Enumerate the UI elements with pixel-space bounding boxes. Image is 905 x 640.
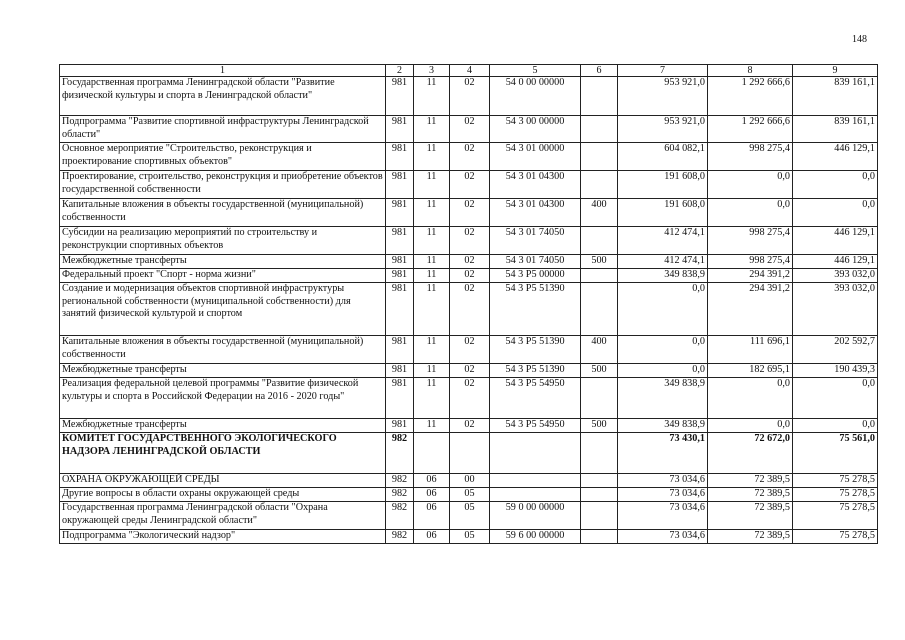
amount-col-9: 0,0	[793, 419, 878, 433]
expense-type-code	[581, 227, 618, 255]
ministry-code: 981	[386, 269, 414, 283]
amount-col-9: 202 592,7	[793, 336, 878, 364]
table-row	[60, 364, 878, 378]
expense-type-code: 500	[581, 419, 618, 433]
amount-col-9: 75 278,5	[793, 530, 878, 544]
budget-table	[59, 64, 878, 544]
amount-col-8: 72 672,0	[708, 433, 793, 474]
column-number: 4	[450, 65, 490, 77]
amount-col-8: 0,0	[708, 378, 793, 419]
section-code: 11	[414, 143, 450, 171]
column-number: 7	[618, 65, 708, 77]
ministry-code: 981	[386, 77, 414, 116]
subsection-code: 02	[450, 336, 490, 364]
table-row	[60, 227, 878, 255]
row-name: Создание и модернизация объектов спортивной инфраструктуры региональной собственности (муниципальной собственности) для занятий физической культурой и спортом	[60, 283, 386, 336]
expense-type-code: 400	[581, 199, 618, 227]
expense-type-code	[581, 269, 618, 283]
amount-col-7: 349 838,9	[618, 419, 708, 433]
amount-col-9: 839 161,1	[793, 77, 878, 116]
amount-col-8: 0,0	[708, 199, 793, 227]
section-code: 11	[414, 364, 450, 378]
subsection-code: 02	[450, 227, 490, 255]
amount-col-8: 182 695,1	[708, 364, 793, 378]
amount-col-8: 72 389,5	[708, 530, 793, 544]
section-code	[414, 433, 450, 474]
section-code: 11	[414, 269, 450, 283]
ministry-code: 981	[386, 419, 414, 433]
amount-col-7: 73 034,6	[618, 530, 708, 544]
amount-col-8: 998 275,4	[708, 255, 793, 269]
column-number: 9	[793, 65, 878, 77]
column-number: 6	[581, 65, 618, 77]
amount-col-8: 72 389,5	[708, 474, 793, 488]
section-code: 06	[414, 488, 450, 502]
column-number: 3	[414, 65, 450, 77]
amount-col-9: 0,0	[793, 378, 878, 419]
section-code: 11	[414, 227, 450, 255]
ministry-code: 982	[386, 488, 414, 502]
table-row	[60, 419, 878, 433]
table-row	[60, 502, 878, 530]
amount-col-8: 0,0	[708, 419, 793, 433]
amount-col-7: 73 034,6	[618, 474, 708, 488]
target-article-code: 54 3 01 04300	[490, 199, 581, 227]
page-number: 148	[852, 34, 867, 45]
table-row	[60, 77, 878, 116]
expense-type-code	[581, 474, 618, 488]
amount-col-8: 72 389,5	[708, 488, 793, 502]
amount-col-7: 349 838,9	[618, 269, 708, 283]
ministry-code: 981	[386, 255, 414, 269]
amount-col-7: 349 838,9	[618, 378, 708, 419]
amount-col-9: 0,0	[793, 171, 878, 199]
table-row	[60, 143, 878, 171]
row-name: КОМИТЕТ ГОСУДАРСТВЕННОГО ЭКОЛОГИЧЕСКОГО НАДЗОРА ЛЕНИНГРАДСКОЙ ОБЛАСТИ	[60, 433, 386, 474]
subsection-code: 02	[450, 269, 490, 283]
row-name: Капитальные вложения в объекты государственной (муниципальной) собственности	[60, 199, 386, 227]
row-name: Государственная программа Ленинградской области "Охрана окружающей среды Ленинградской области"	[60, 502, 386, 530]
table-row	[60, 530, 878, 544]
ministry-code: 982	[386, 530, 414, 544]
expense-type-code	[581, 530, 618, 544]
subsection-code: 02	[450, 283, 490, 336]
subsection-code: 02	[450, 199, 490, 227]
subsection-code: 05	[450, 502, 490, 530]
ministry-code: 982	[386, 474, 414, 488]
ministry-code: 981	[386, 283, 414, 336]
amount-col-8: 294 391,2	[708, 283, 793, 336]
subsection-code: 02	[450, 143, 490, 171]
table-row	[60, 269, 878, 283]
expense-type-code	[581, 116, 618, 143]
target-article-code: 54 3 P5 51390	[490, 283, 581, 336]
amount-col-7: 73 034,6	[618, 488, 708, 502]
column-number: 1	[60, 65, 386, 77]
table-row	[60, 199, 878, 227]
section-code: 11	[414, 116, 450, 143]
expense-type-code	[581, 378, 618, 419]
row-name: Межбюджетные трансферты	[60, 419, 386, 433]
subsection-code: 05	[450, 488, 490, 502]
amount-col-7: 0,0	[618, 283, 708, 336]
amount-col-9: 75 278,5	[793, 502, 878, 530]
expense-type-code	[581, 433, 618, 474]
target-article-code: 59 6 00 00000	[490, 530, 581, 544]
amount-col-8: 1 292 666,6	[708, 77, 793, 116]
section-code: 11	[414, 171, 450, 199]
table-row	[60, 474, 878, 488]
table-row	[60, 488, 878, 502]
expense-type-code: 500	[581, 364, 618, 378]
amount-col-8: 72 389,5	[708, 502, 793, 530]
amount-col-7: 953 921,0	[618, 77, 708, 116]
ministry-code: 981	[386, 336, 414, 364]
ministry-code: 981	[386, 364, 414, 378]
target-article-code: 54 0 00 00000	[490, 77, 581, 116]
section-code: 06	[414, 530, 450, 544]
amount-col-7: 953 921,0	[618, 116, 708, 143]
amount-col-7: 191 608,0	[618, 171, 708, 199]
section-code: 11	[414, 283, 450, 336]
amount-col-8: 1 292 666,6	[708, 116, 793, 143]
expense-type-code: 400	[581, 336, 618, 364]
amount-col-9: 75 561,0	[793, 433, 878, 474]
target-article-code: 54 3 00 00000	[490, 116, 581, 143]
amount-col-7: 412 474,1	[618, 255, 708, 269]
row-name: Подпрограмма "Экологический надзор"	[60, 530, 386, 544]
subsection-code: 05	[450, 530, 490, 544]
section-code: 11	[414, 199, 450, 227]
ministry-code: 981	[386, 199, 414, 227]
subsection-code: 02	[450, 255, 490, 269]
column-number: 2	[386, 65, 414, 77]
ministry-code: 981	[386, 378, 414, 419]
table-row	[60, 378, 878, 419]
target-article-code: 54 3 P5 54950	[490, 419, 581, 433]
amount-col-7: 0,0	[618, 336, 708, 364]
amount-col-7: 604 082,1	[618, 143, 708, 171]
table-row	[60, 283, 878, 336]
row-name: Государственная программа Ленинградской области "Развитие физической культуры и спорта в Ленинградской области"	[60, 77, 386, 116]
ministry-code: 982	[386, 502, 414, 530]
amount-col-8: 998 275,4	[708, 227, 793, 255]
expense-type-code	[581, 77, 618, 116]
row-name: Межбюджетные трансферты	[60, 364, 386, 378]
amount-col-9: 0,0	[793, 199, 878, 227]
ministry-code: 981	[386, 171, 414, 199]
ministry-code: 981	[386, 227, 414, 255]
target-article-code: 54 3 01 00000	[490, 143, 581, 171]
subsection-code: 02	[450, 378, 490, 419]
target-article-code: 54 3 P5 51390	[490, 364, 581, 378]
subsection-code: 02	[450, 364, 490, 378]
target-article-code	[490, 433, 581, 474]
row-name: Реализация федеральной целевой программы "Развитие физической культуры и спорта в Российской Федерации на 2016 - 2020 годы"	[60, 378, 386, 419]
amount-col-9: 393 032,0	[793, 283, 878, 336]
target-article-code: 59 0 00 00000	[490, 502, 581, 530]
subsection-code: 02	[450, 77, 490, 116]
row-name: ОХРАНА ОКРУЖАЮЩЕЙ СРЕДЫ	[60, 474, 386, 488]
section-code: 06	[414, 502, 450, 530]
subsection-code: 02	[450, 116, 490, 143]
row-name: Межбюджетные трансферты	[60, 255, 386, 269]
ministry-code: 981	[386, 116, 414, 143]
row-name: Другие вопросы в области охраны окружающей среды	[60, 488, 386, 502]
section-code: 11	[414, 419, 450, 433]
target-article-code	[490, 488, 581, 502]
row-name: Проектирование, строительство, реконструкция и приобретение объектов государственной собственности	[60, 171, 386, 199]
amount-col-8: 998 275,4	[708, 143, 793, 171]
amount-col-9: 393 032,0	[793, 269, 878, 283]
section-code: 11	[414, 378, 450, 419]
amount-col-9: 446 129,1	[793, 227, 878, 255]
expense-type-code	[581, 283, 618, 336]
row-name: Капитальные вложения в объекты государственной (муниципальной) собственности	[60, 336, 386, 364]
amount-col-8: 0,0	[708, 171, 793, 199]
target-article-code: 54 3 P5 54950	[490, 378, 581, 419]
row-name: Подпрограмма "Развитие спортивной инфраструктуры Ленинградской области"	[60, 116, 386, 143]
amount-col-9: 75 278,5	[793, 474, 878, 488]
row-name: Федеральный проект "Спорт - норма жизни"	[60, 269, 386, 283]
row-name: Субсидии на реализацию мероприятий по строительству и реконструкции спортивных объектов	[60, 227, 386, 255]
expense-type-code: 500	[581, 255, 618, 269]
table-row	[60, 336, 878, 364]
table-row	[60, 433, 878, 474]
column-number-row	[60, 65, 878, 77]
target-article-code: 54 3 01 74050	[490, 227, 581, 255]
ministry-code: 981	[386, 143, 414, 171]
target-article-code: 54 3 P5 00000	[490, 269, 581, 283]
amount-col-8: 111 696,1	[708, 336, 793, 364]
expense-type-code	[581, 502, 618, 530]
amount-col-8: 294 391,2	[708, 269, 793, 283]
table-row	[60, 116, 878, 143]
expense-type-code	[581, 488, 618, 502]
section-code: 11	[414, 336, 450, 364]
expense-type-code	[581, 143, 618, 171]
ministry-code: 982	[386, 433, 414, 474]
column-number: 8	[708, 65, 793, 77]
section-code: 11	[414, 77, 450, 116]
subsection-code: 02	[450, 171, 490, 199]
table-row	[60, 171, 878, 199]
amount-col-7: 73 430,1	[618, 433, 708, 474]
amount-col-7: 0,0	[618, 364, 708, 378]
column-number: 5	[490, 65, 581, 77]
amount-col-7: 412 474,1	[618, 227, 708, 255]
table-row	[60, 255, 878, 269]
amount-col-9: 839 161,1	[793, 116, 878, 143]
target-article-code: 54 3 01 04300	[490, 171, 581, 199]
subsection-code: 02	[450, 419, 490, 433]
expense-type-code	[581, 171, 618, 199]
amount-col-9: 75 278,5	[793, 488, 878, 502]
amount-col-9: 446 129,1	[793, 143, 878, 171]
section-code: 06	[414, 474, 450, 488]
row-name: Основное мероприятие "Строительство, реконструкция и проектирование спортивных объектов"	[60, 143, 386, 171]
target-article-code: 54 3 P5 51390	[490, 336, 581, 364]
amount-col-7: 73 034,6	[618, 502, 708, 530]
amount-col-9: 446 129,1	[793, 255, 878, 269]
section-code: 11	[414, 255, 450, 269]
subsection-code: 00	[450, 474, 490, 488]
amount-col-7: 191 608,0	[618, 199, 708, 227]
subsection-code	[450, 433, 490, 474]
target-article-code	[490, 474, 581, 488]
target-article-code: 54 3 01 74050	[490, 255, 581, 269]
amount-col-9: 190 439,3	[793, 364, 878, 378]
